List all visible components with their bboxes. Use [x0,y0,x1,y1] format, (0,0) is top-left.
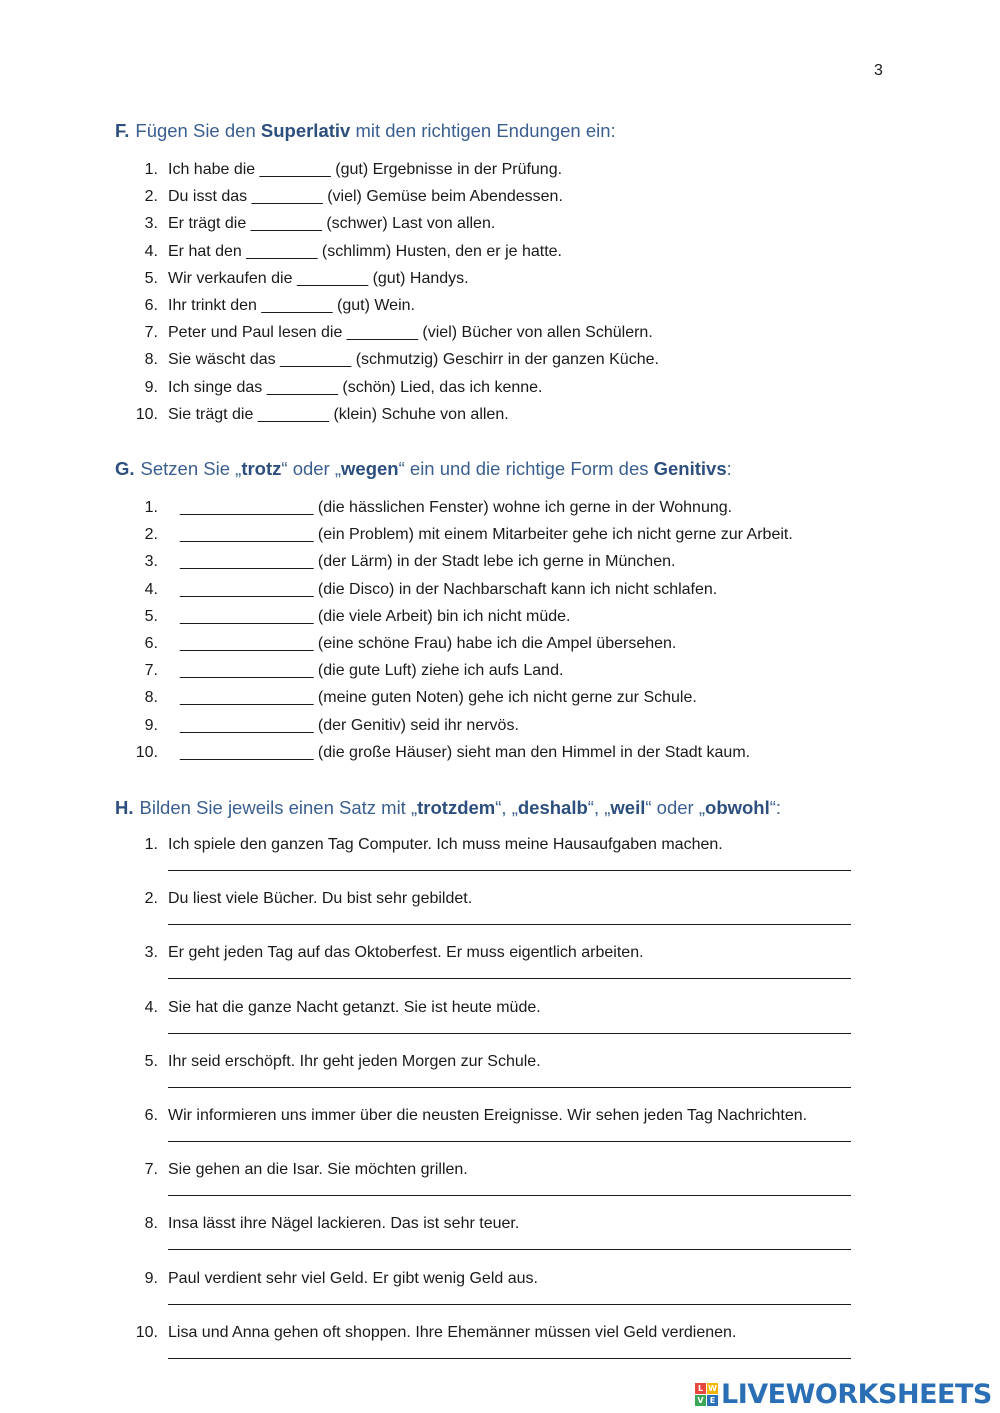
section-g-title-part: “ ein und die richtige Form des [398,458,654,479]
item-number: 9. [144,716,158,734]
item-text: _______________ (die hässlichen Fenster) wohne ich gerne in der Wohnung. [180,499,733,516]
item-number: 4. [144,998,158,1016]
item-number: 10. [135,743,158,761]
item-number: 5. [144,269,158,287]
item-text: Er trägt die ________ (schwer) Last von allen. [168,215,496,233]
answer-line[interactable] [168,870,851,871]
item-number: 8. [144,351,158,369]
item-number: 2. [144,526,158,544]
item-number: 5. [144,1052,158,1070]
item-number: 8. [144,689,158,707]
section-f-letter: F. [115,120,130,141]
section-h-letter: H. [115,797,134,818]
section-g-letter: G. [115,458,135,479]
item-number: 1. [144,836,158,853]
section-h-title-part: “ oder „ [645,797,706,818]
logo-mark-letter: L [695,1383,706,1394]
logo-text: LIVEWORKSHEETS [721,1378,992,1410]
item-text: _______________ (meine guten Noten) gehe ich nicht gerne zur Schule. [180,689,697,707]
item-number: 2. [144,890,158,908]
section-g-keyword: wegen [341,458,399,479]
item-number: 9. [144,378,158,396]
item-number: 4. [144,242,158,260]
item-text: _______________ (die gute Luft) ziehe ich aufs Land. [180,662,564,680]
item-number: 6. [144,1107,158,1124]
item-number: 7. [144,1161,158,1179]
item-text: Lisa und Anna gehen oft shoppen. Ihre Ehemänner müssen viel Geld verdienen. [168,1323,737,1341]
item-number: 1. [144,161,158,178]
section-g-title-part: Setzen Sie „ [140,458,242,479]
item-text: _______________ (eine schöne Frau) habe ich die Ampel übersehen. [180,635,677,652]
answer-line[interactable] [168,1304,851,1305]
item-text: _______________ (ein Problem) mit einem Mitarbeiter gehe ich nicht gerne zur Arbeit. [180,526,793,544]
item-number: 2. [144,188,158,206]
section-h-keyword: trotzdem [417,797,496,818]
item-text: _______________ (die viele Arbeit) bin ich nicht müde. [180,607,571,625]
item-text: _______________ (die große Häuser) sieht man den Himmel in der Stadt kaum. [180,743,751,761]
section-g-heading [115,458,732,480]
logo-mark-letter: V [695,1395,706,1406]
section-g-title-part: “ oder „ [281,458,342,479]
section-h-keyword: deshalb [517,797,588,818]
page-number: 3 [874,62,883,79]
item-text: Du liest viele Bücher. Du bist sehr gebildet. [168,890,473,908]
item-number: 3. [144,215,158,233]
answer-line[interactable] [168,1195,851,1196]
liveworksheets-logo [695,1377,992,1411]
section-h-keyword: weil [610,797,646,818]
item-number: 10. [135,1323,158,1341]
item-text: Sie gehen an die Isar. Sie möchten grillen. [168,1161,468,1179]
item-number: 8. [144,1215,158,1233]
item-text: Insa lässt ihre Nägel lackieren. Das ist sehr teuer. [168,1215,520,1233]
item-text: Wir informieren uns immer über die neusten Ereignisse. Wir sehen jeden Tag Nachrichten. [168,1107,808,1124]
answer-line[interactable] [168,1141,851,1142]
answer-line[interactable] [168,1358,851,1359]
item-number: 6. [144,297,158,314]
section-h-title-part: “, „ [495,797,518,818]
item-number: 3. [144,944,158,962]
item-text: Ihr trinkt den ________ (gut) Wein. [168,297,415,314]
item-number: 7. [144,662,158,680]
item-number: 5. [144,607,158,625]
section-g-keyword: Genitivs [653,458,727,479]
logo-mark-letter: W [708,1383,717,1393]
answer-line[interactable] [168,1087,851,1088]
answer-line[interactable] [168,1249,851,1250]
item-text: Paul verdient sehr viel Geld. Er gibt wenig Geld aus. [168,1269,538,1287]
item-number: 1. [144,499,158,516]
item-text: Ich singe das ________ (schön) Lied, das ich kenne. [168,378,543,396]
item-text: Sie trägt die ________ (klein) Schuhe von allen. [168,405,509,423]
section-h-title-part: “, „ [587,797,611,818]
section-g-title-part: : [726,458,732,479]
item-text: Er geht jeden Tag auf das Oktoberfest. Er muss eigentlich arbeiten. [168,944,644,962]
section-f-title-part: mit den richtigen Endungen ein: [350,120,616,141]
section-g-keyword: trotz [241,458,282,479]
answer-line[interactable] [168,924,851,925]
item-number: 6. [144,635,158,652]
item-text: Wir verkaufen die ________ (gut) Handys. [168,269,469,287]
item-number: 4. [144,580,158,598]
logo-mark-letter: E [707,1395,718,1406]
answer-line[interactable] [168,1033,851,1034]
item-text: Du isst das ________ (viel) Gemüse beim Abendessen. [168,188,563,206]
logo-mark-icon [695,1383,718,1406]
item-text: Ich spiele den ganzen Tag Computer. Ich muss meine Hausaufgaben machen. [168,836,723,853]
item-text: _______________ (die Disco) in der Nachbarschaft kann ich nicht schlafen. [180,580,718,598]
answer-line[interactable] [168,978,851,979]
section-h-title-part: Bilden Sie jeweils einen Satz mit „ [139,797,418,818]
item-text: Ihr seid erschöpft. Ihr geht jeden Morgen zur Schule. [168,1052,541,1070]
section-h-title-part: “: [769,797,782,818]
item-text: _______________ (der Lärm) in der Stadt lebe ich gerne in München. [180,553,676,571]
section-h-heading [115,797,781,819]
item-text: Ich habe die ________ (gut) Ergebnisse in der Prüfung. [168,161,563,178]
item-text: Peter und Paul lesen die ________ (viel) Bücher von allen Schülern. [168,324,653,342]
item-text: Sie wäscht das ________ (schmutzig) Geschirr in der ganzen Küche. [168,351,659,369]
item-number: 7. [144,324,158,342]
item-text: Sie hat die ganze Nacht getanzt. Sie ist heute müde. [168,998,541,1016]
section-f-keyword: Superlativ [260,120,351,141]
section-f-heading [115,120,616,142]
item-number: 3. [144,553,158,571]
section-h-keyword: obwohl [705,797,770,818]
section-f-title-part: Fügen Sie den [135,120,261,141]
item-text: _______________ (der Genitiv) seid ihr nervös. [180,716,519,734]
item-number: 9. [144,1269,158,1287]
item-number: 10. [135,405,158,423]
item-text: Er hat den ________ (schlimm) Husten, den er je hatte. [168,242,562,260]
